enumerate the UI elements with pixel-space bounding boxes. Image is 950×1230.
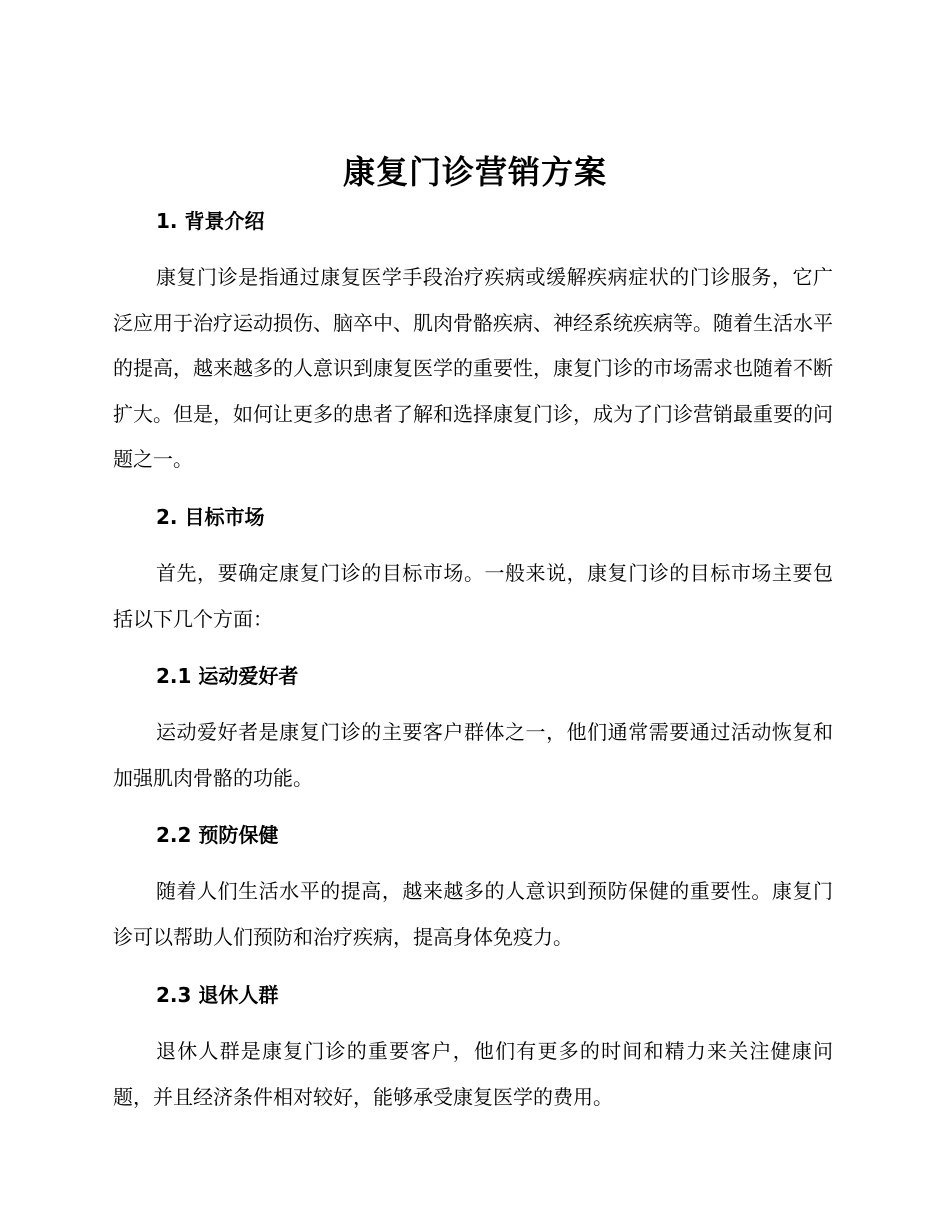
section-heading-retirees: 2.3 退休人群 — [156, 983, 279, 1007]
document-title: 康复门诊营销方案 — [342, 153, 607, 191]
section-paragraph-sports-enthusiasts: 运动爱好者是康复门诊的主要客户群体之一，他们通常需要通过活动恢复和加强肌肉骨骼的功能。 — [113, 720, 833, 790]
section-heading-background: 1. 背景介绍 — [156, 209, 265, 233]
section-heading-preventive-care: 2.2 预防保健 — [156, 823, 279, 847]
section-paragraph-preventive-care: 随着人们生活水平的提高，越来越多的人意识到预防保健的重要性。康复门诊可以帮助人们预防和治疗疾病，提高身体免疫力。 — [113, 879, 833, 949]
section-paragraph-target-market: 首先，要确定康复门诊的目标市场。一般来说，康复门诊的目标市场主要包括以下几个方面： — [113, 561, 833, 631]
section-heading-sports-enthusiasts: 2.1 运动爱好者 — [156, 664, 299, 688]
section-paragraph-background: 康复门诊是指通过康复医学手段治疗疾病或缓解疾病症状的门诊服务，它广泛应用于治疗运动损伤、脑卒中、肌肉骨骼疾病、神经系统疾病等。随着生活水平的提高，越来越多的人意识到康复医学的重要性，康复门诊的市场需求也随着不断扩大。但是，如何让更多的患者了解和选择康复门诊，成为了门诊营销最重要的问题之一。 — [113, 265, 833, 471]
section-paragraph-retirees: 退休人群是康复门诊的重要客户，他们有更多的时间和精力来关注健康问题，并且经济条件相对较好，能够承受康复医学的费用。 — [113, 1039, 833, 1109]
section-heading-target-market: 2. 目标市场 — [156, 505, 265, 529]
